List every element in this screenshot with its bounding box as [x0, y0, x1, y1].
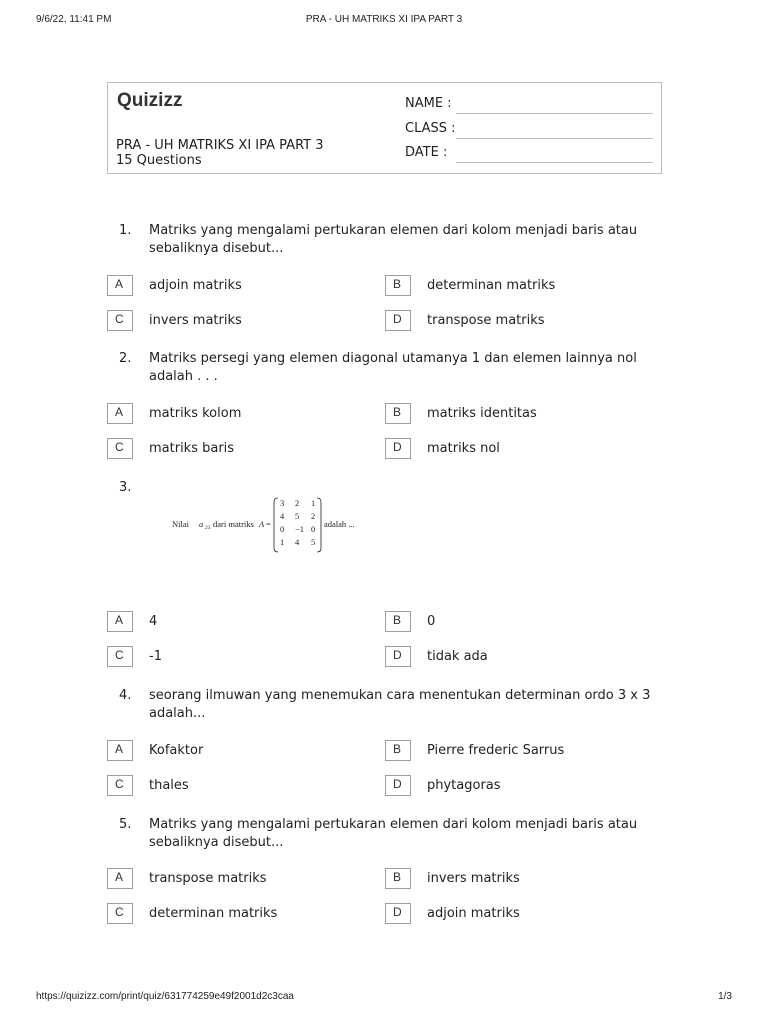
left-bracket — [274, 498, 278, 552]
option-letter: D — [385, 775, 411, 796]
option-letter: C — [107, 310, 133, 331]
option-text: phytagoras — [427, 778, 501, 793]
name-line — [456, 113, 653, 114]
math-mid: dari matriks — [213, 519, 254, 529]
date-line — [456, 162, 653, 163]
option-letter: B — [385, 275, 411, 296]
matrix-cell: 4 — [295, 537, 300, 547]
option-text: matriks identitas — [427, 406, 537, 421]
matrix-cell: 4 — [280, 511, 285, 521]
page-number: 1/3 — [718, 991, 732, 1002]
option-letter: B — [385, 611, 411, 632]
option-text: transpose matriks — [427, 313, 545, 328]
print-datetime: 9/6/22, 11:41 PM — [36, 14, 112, 25]
question-text: Matriks yang mengalami pertukaran elemen dari kolom menjadi baris atau sebaliknya disebut... — [149, 817, 638, 850]
print-title: PRA - UH MATRIKS XI IPA PART 3 — [305, 14, 463, 25]
matrix-cell: 3 — [280, 498, 285, 508]
option-letter: D — [385, 438, 411, 459]
question-number: 4. — [119, 688, 132, 703]
brand-name: Quizizz — [117, 90, 183, 111]
option-letter: B — [385, 740, 411, 761]
option-text: determinan matriks — [427, 278, 556, 293]
matrix-cell: 0 — [280, 524, 285, 534]
question-text: Matriks yang mengalami pertukaran elemen dari kolom menjadi baris atau sebaliknya disebut... — [149, 223, 638, 256]
math-prefix: Nilai — [172, 519, 189, 529]
print-header — [36, 14, 732, 28]
option-text: Pierre frederic Sarrus — [427, 743, 565, 758]
option-text: 0 — [427, 614, 436, 629]
option-letter: A — [107, 868, 133, 889]
option-letter: A — [107, 740, 133, 761]
option-text: Kofaktor — [149, 743, 204, 758]
option-letter: B — [385, 403, 411, 424]
matrix-cell: 2 — [311, 511, 316, 521]
option-text: determinan matriks — [149, 906, 278, 921]
question-image-matrix — [172, 497, 372, 553]
quizizz-logo — [117, 89, 189, 111]
math-var: a — [199, 519, 204, 529]
matrix-cell: 0 — [311, 524, 316, 534]
option-letter: A — [107, 611, 133, 632]
option-letter: C — [107, 646, 133, 667]
math-sub: 23 — [205, 525, 211, 531]
option-letter: D — [385, 646, 411, 667]
matrix-cell: −1 — [295, 524, 305, 534]
print-footer — [36, 991, 732, 1005]
option-text: adjoin matriks — [149, 278, 242, 293]
option-text: matriks baris — [149, 441, 235, 456]
option-text: 4 — [149, 614, 158, 629]
option-text: invers matriks — [149, 313, 242, 328]
option-letter: C — [107, 775, 133, 796]
question-number: 3. — [119, 480, 132, 495]
option-text: invers matriks — [427, 871, 520, 886]
option-text: matriks nol — [427, 441, 500, 456]
question-number: 2. — [119, 351, 132, 366]
option-text: tidak ada — [427, 649, 488, 664]
option-letter: B — [385, 868, 411, 889]
quiz-header — [107, 82, 662, 174]
question-text: Matriks persegi yang elemen diagonal utamanya 1 dan elemen lainnya nol adalah . . . — [149, 351, 637, 384]
matrix-cell: 5 — [311, 537, 316, 547]
option-text: matriks kolom — [149, 406, 242, 421]
name-label: NAME : — [405, 96, 452, 111]
question-number: 1. — [119, 223, 132, 238]
option-text: transpose matriks — [149, 871, 267, 886]
option-letter: A — [107, 275, 133, 296]
option-text: adjoin matriks — [427, 906, 520, 921]
option-letter: A — [107, 403, 133, 424]
right-bracket — [317, 498, 321, 552]
matrix-cell: 1 — [280, 537, 285, 547]
class-line — [456, 138, 653, 139]
matrix-cell: 5 — [295, 511, 300, 521]
matrix-cell: 1 — [311, 498, 316, 508]
date-label: DATE : — [405, 145, 448, 160]
option-text: thales — [149, 778, 189, 793]
option-letter: C — [107, 438, 133, 459]
class-label: CLASS : — [405, 121, 456, 136]
option-letter: D — [385, 310, 411, 331]
question-count: 15 Questions — [116, 153, 202, 168]
svg-text:=: = — [266, 519, 271, 529]
question-number: 5. — [119, 817, 132, 832]
option-letter: D — [385, 903, 411, 924]
quiz-title: PRA - UH MATRIKS XI IPA PART 3 — [116, 138, 324, 153]
option-letter: C — [107, 903, 133, 924]
matrix-cell: 2 — [295, 498, 300, 508]
math-matrix-name: A — [259, 519, 265, 529]
question-text: seorang ilmuwan yang menemukan cara menentukan determinan ordo 3 x 3 adalah... — [149, 688, 651, 721]
print-url: https://quizizz.com/print/quiz/631774259e49f2001d2c3caa — [36, 991, 294, 1002]
math-suffix: adalah ... — [324, 519, 355, 529]
option-text: -1 — [149, 649, 162, 664]
